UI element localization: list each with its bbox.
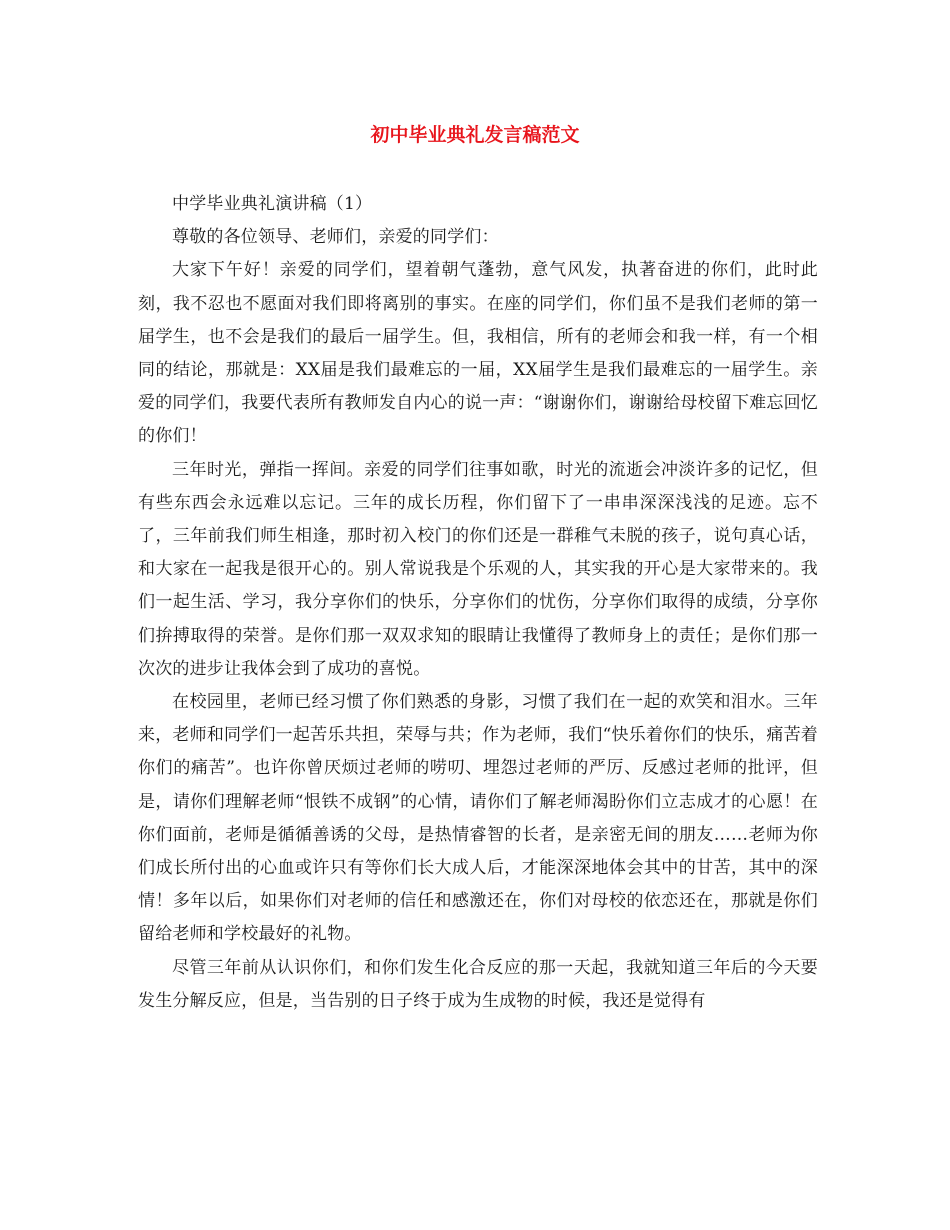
paragraph-subtitle: 中学毕业典礼演讲稿（1） bbox=[172, 194, 373, 214]
paragraph-campus: 在校园里，老师已经习惯了你们熟悉的身影，习惯了我们在一起的欢笑和泪水。三年来，老师和同学们一起苦乐共担，荣辱与共；作为老师，我们“快乐着你们的快乐，痛苦着你们的痛苦”。也许你曾厌烦过老师的唠叨、埋怨过老师的严厉、反感过老师的批评，但是，请你们理解老师“恨铁不成钢”的心情，请你们了解老师渴盼你们立志成才的心愿！在你们面前，老师是循循善诱的父母，是热情睿智的长者，是亲密无间的朋友……老师为你们成长所付出的心血或许只有等你们长大成人后，才能深深地体会其中的甘苦，其中的深情！多年以后，如果你们对老师的信任和感激还在，你们对母校的依恋还在，那就是你们留给老师和学校最好的礼物。 bbox=[138, 692, 818, 945]
paragraph-greeting: 大家下午好！亲爱的同学们，望着朝气蓬勃，意气风发，执著奋进的你们，此时此刻，我不忍也不愿面对我们即将离别的事实。在座的同学们，你们虽不是我们老师的第一届学生，也不会是我们的最后一届学生。但，我相信，所有的老师会和我一样，有一个相同的结论，那就是：XX届是我们最难忘的一届，XX届学生是我们最难忘的一届学生。亲爱的同学们，我要代表所有教师发自内心的说一声：“谢谢你们，谢谢给母校留下难忘回忆的你们！ bbox=[138, 260, 818, 447]
paragraph-farewell: 尽管三年前从认识你们，和你们发生化合反应的那一天起，我就知道三年后的今天要发生分解反应，但是，当告别的日子终于成为生成物的时候，我还是觉得有 bbox=[138, 957, 818, 1011]
paragraph-three-years: 三年时光，弹指一挥间。亲爱的同学们往事如歌，时光的流逝会冲淡许多的记忆，但有些东西会永远难以忘记。三年的成长历程，你们留下了一串串深深浅浅的足迹。忘不了，三年前我们师生相逢，那时初入校门的你们还是一群稚气未脱的孩子，说句真心话，和大家在一起我是很开心的。别人常说我是个乐观的人，其实我的开心是大家带来的。我们一起生活、学习，我分享你们的快乐，分享你们的忧伤，分享你们取得的成绩，分享你们拚搏取得的荣誉。是你们那一双双求知的眼睛让我懂得了教师身上的责任；是你们那一次次的进步让我体会到了成功的喜悦。 bbox=[138, 459, 818, 679]
document-title: 初中毕业典礼发言稿范文 bbox=[370, 124, 580, 146]
document-body bbox=[138, 188, 818, 1018]
paragraph-salutation: 尊敬的各位领导、老师们，亲爱的同学们： bbox=[172, 227, 499, 248]
